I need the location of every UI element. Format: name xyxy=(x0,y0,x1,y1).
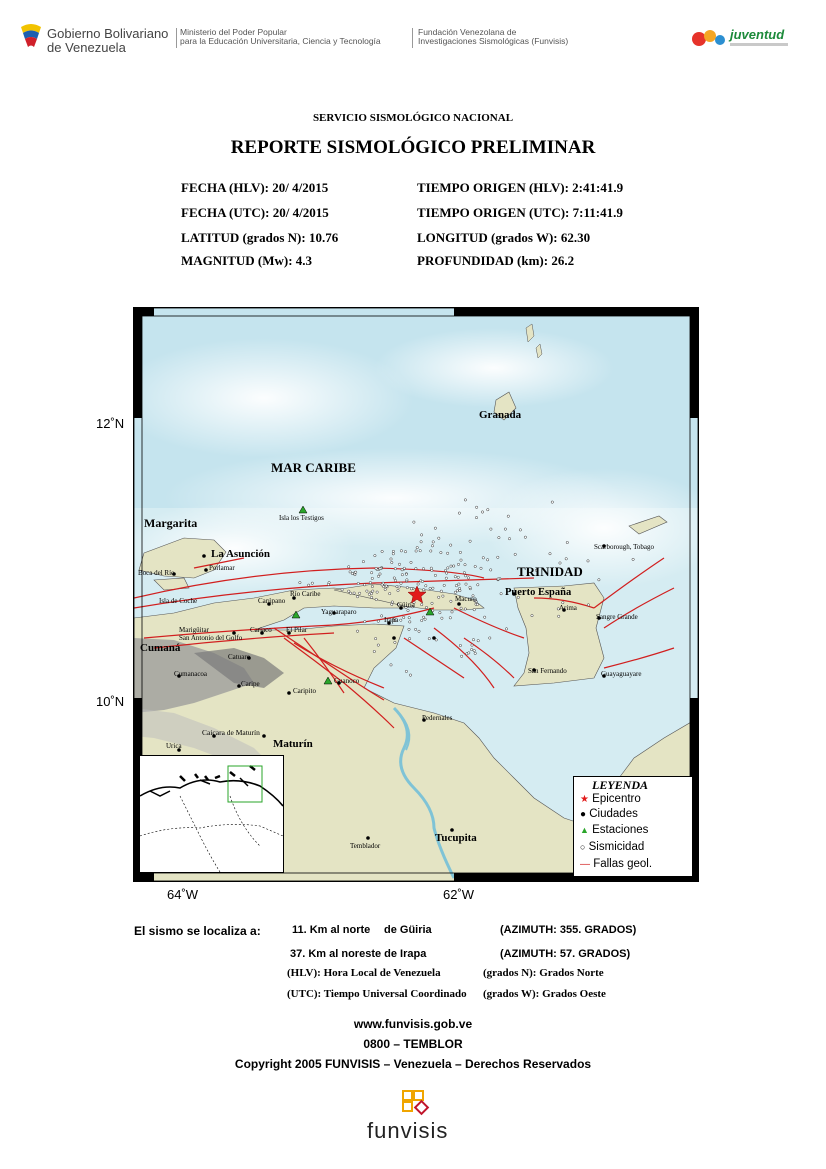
seismicity-point xyxy=(377,644,379,646)
seismicity-point xyxy=(440,590,442,592)
divider xyxy=(176,28,177,48)
service-name: SERVICIO SISMOLÓGICO NACIONAL xyxy=(312,112,514,124)
seismicity-point xyxy=(358,592,360,594)
seismicity-point xyxy=(410,561,412,563)
seismicity-point xyxy=(375,568,377,570)
label-macuro: Macuro xyxy=(455,595,477,603)
legend-ciudades-label: Ciudades xyxy=(589,808,638,820)
seismicity-point xyxy=(311,582,313,584)
seismicity-point xyxy=(409,674,411,676)
seismicity-point xyxy=(370,572,372,574)
seismicity-point xyxy=(464,608,466,610)
seismicity-point xyxy=(421,580,423,582)
legend-sismicidad-label: Sismicidad xyxy=(588,841,645,853)
label-catuaro: Catuaro xyxy=(228,653,251,661)
seismicity-point xyxy=(419,550,421,552)
label-san-antonio: San Antonio del Golfo xyxy=(179,634,243,642)
seismicity-point xyxy=(464,499,466,501)
label-tucupita: Tucupita xyxy=(435,832,477,844)
seismicity-point xyxy=(482,557,484,559)
label-guanoco: Guanoco xyxy=(334,677,360,685)
seismicity-point xyxy=(377,620,379,622)
seismicity-point xyxy=(505,628,507,630)
seismicity-point xyxy=(475,516,477,518)
juventud-logo-text: juventud xyxy=(730,27,785,42)
seismicity-point xyxy=(497,556,499,558)
label-carupano: Carúpano xyxy=(258,597,286,605)
gobierno-line2: de Venezuela xyxy=(47,39,126,55)
seismicity-point xyxy=(464,564,466,566)
ministerio-text xyxy=(180,28,381,46)
seismicity-point xyxy=(422,568,424,570)
def-hlv: (HLV): Hora Local de Venezuela xyxy=(287,967,441,979)
seismicity-point xyxy=(519,529,521,531)
city-dot xyxy=(392,636,396,640)
legend-epicentro xyxy=(580,793,641,805)
seismicity-point xyxy=(394,641,396,643)
seismicity-point xyxy=(420,541,422,543)
legend-title: LEYENDA xyxy=(592,778,649,792)
label-la-asuncion: La Asunción xyxy=(211,548,270,560)
seismicity-point xyxy=(551,501,553,503)
seismicity-point xyxy=(471,644,473,646)
seismicity-point xyxy=(356,630,358,632)
seismicity-point xyxy=(458,583,460,585)
seismicity-point xyxy=(389,592,391,594)
seismicity-point xyxy=(453,565,455,567)
seismicity-point xyxy=(349,571,351,573)
header xyxy=(0,0,826,60)
funvisis-logo-text: funvisis xyxy=(367,1118,449,1143)
seismicity-point xyxy=(390,664,392,666)
ministerio-line2: para la Educación Universitaria, Ciencia y Tecnología xyxy=(180,35,381,46)
seismic-map xyxy=(133,307,699,882)
city-dot-icon: ● xyxy=(580,809,587,820)
seismicity-point xyxy=(376,591,378,593)
label-puerto-espana: Puerto España xyxy=(505,587,572,598)
label-cumanacoa: Cumanacoa xyxy=(174,670,208,678)
seismicity-point xyxy=(420,534,422,536)
label-caripe: Caripe xyxy=(241,680,260,688)
seismicity-point xyxy=(356,596,358,598)
label-irapa: Irapa xyxy=(384,616,399,624)
map-legend xyxy=(573,776,693,877)
seismicity-point xyxy=(380,615,382,617)
seismicity-point xyxy=(403,567,405,569)
label-sangre-grande: Sangre Grande xyxy=(596,613,638,621)
location-line1-dist: 11. Km al norte xyxy=(292,924,371,936)
seismicity-point xyxy=(475,506,477,508)
seismicity-point xyxy=(458,512,460,514)
seismicity-point xyxy=(587,560,589,562)
city-dot xyxy=(202,554,206,558)
seismicity-point xyxy=(446,552,448,554)
seismicity-point xyxy=(371,585,373,587)
label-urica: Urica xyxy=(166,742,182,750)
seismicity-point xyxy=(405,573,407,575)
label-pedernales: Pedernales xyxy=(422,714,453,722)
seismicity-point xyxy=(467,577,469,579)
lat-10-label: 10˚N xyxy=(96,694,125,709)
seismicity-point xyxy=(486,559,488,561)
seismicity-point xyxy=(392,550,394,552)
seismicity-point xyxy=(366,590,368,592)
seismicity-point xyxy=(381,584,383,586)
seismicity-point xyxy=(497,578,499,580)
seismicity-point xyxy=(406,579,408,581)
seismicity-point xyxy=(308,584,310,586)
website-link[interactable]: www.funvisis.gob.ve xyxy=(353,1017,473,1031)
seismicity-point xyxy=(490,569,492,571)
label-maturin: Maturín xyxy=(273,738,313,750)
seismicity-point xyxy=(408,617,410,619)
label-guayaguayare: Guayaguayare xyxy=(601,670,642,678)
seismicity-point xyxy=(415,567,417,569)
legend-fallas-label: Fallas geol. xyxy=(593,858,653,870)
seismicity-point xyxy=(353,592,355,594)
fecha-utc: FECHA (UTC): 20/ 4/2015 xyxy=(181,205,329,220)
seismicity-point xyxy=(459,551,461,553)
longitud: LONGITUD (grados W): 62.30 xyxy=(417,230,591,245)
seismicity-point xyxy=(434,574,436,576)
seismicity-point xyxy=(445,572,447,574)
seismicity-point xyxy=(373,650,375,652)
seismicity-point xyxy=(428,637,430,639)
seismicity-point xyxy=(403,616,405,618)
seismicity-point xyxy=(632,558,634,560)
seismicity-point xyxy=(468,652,470,654)
seismicity-point xyxy=(401,574,403,576)
seismicity-point xyxy=(434,527,436,529)
lon-62-label: 62˚W xyxy=(443,887,475,902)
seismicity-point xyxy=(565,558,567,560)
seismicity-point xyxy=(416,546,418,548)
seismicity-point xyxy=(385,585,387,587)
seismicity-point xyxy=(566,541,568,543)
seismicity-point xyxy=(480,567,482,569)
label-caicara: Caicara de Maturín xyxy=(202,728,260,737)
seismicity-point xyxy=(472,639,474,641)
seismicity-point xyxy=(400,550,402,552)
location-line2: 37. Km al noreste de Irapa xyxy=(290,948,427,960)
seismicity-point xyxy=(415,550,417,552)
seismicity-point xyxy=(432,541,434,543)
seismicity-point xyxy=(587,604,589,606)
seismicity-point xyxy=(507,515,509,517)
seismicity-point xyxy=(477,640,479,642)
station-triangle-icon: ▲ xyxy=(580,825,589,835)
city-dot xyxy=(432,636,436,640)
seismicity-point xyxy=(445,577,447,579)
seismicity-point xyxy=(377,575,379,577)
seismicity-point xyxy=(369,581,371,583)
label-cumana: Cumaná xyxy=(140,642,181,654)
seismicity-point xyxy=(408,628,410,630)
seismicity-point xyxy=(459,644,461,646)
seismicity-point xyxy=(421,603,423,605)
fault-line-icon: — xyxy=(580,859,590,870)
seismicity-point xyxy=(418,630,420,632)
seismicity-point xyxy=(463,572,465,574)
divider xyxy=(412,28,413,48)
seismicity-point xyxy=(441,617,443,619)
legend-estaciones-label: Estaciones xyxy=(592,824,649,836)
ministerio-line1: Ministerio del Poder Popular xyxy=(180,27,287,37)
seismicity-point xyxy=(379,567,381,569)
seismicity-point xyxy=(374,637,376,639)
seismicity-point xyxy=(405,670,407,672)
epicenter-star-icon: ★ xyxy=(580,794,589,805)
seismicity-point xyxy=(524,536,526,538)
seismicity-point xyxy=(368,593,370,595)
label-isla-testigos: Isla los Testigos xyxy=(279,514,324,522)
seismicity-point xyxy=(440,551,442,553)
label-san-fernando: San Fernando xyxy=(528,667,567,675)
seismicity-point xyxy=(417,583,419,585)
seismicity-point xyxy=(375,598,377,600)
lon-64-label: 64˚W xyxy=(167,887,199,902)
label-granada: Granada xyxy=(479,409,522,421)
def-grados-n: (grados N): Grados Norte xyxy=(483,967,604,979)
venezuela-flag-icon xyxy=(17,19,45,51)
seismicity-point xyxy=(357,582,359,584)
seismicity-point xyxy=(413,521,415,523)
seismicity-point xyxy=(531,614,533,616)
seismicity-point xyxy=(370,596,372,598)
seismicity-point xyxy=(444,569,446,571)
tiempo-origen-hlv: TIEMPO ORIGEN (HLV): 2:41:41.9 xyxy=(417,180,624,195)
magnitud: MAGNITUD (Mw): 4.3 xyxy=(181,253,313,268)
label-arima: Arima xyxy=(559,604,577,612)
seismicity-point xyxy=(392,553,394,555)
label-scarborough: Scarborough, Tobago xyxy=(594,543,655,551)
seismicity-point xyxy=(449,617,451,619)
seismicity-point xyxy=(439,612,441,614)
legend-fallas xyxy=(580,858,652,870)
legend-ciudades xyxy=(580,808,638,820)
seismicity-point xyxy=(341,589,343,591)
seismicity-point xyxy=(438,596,440,598)
gobierno-line1: Gobierno Bolivariano xyxy=(47,26,169,41)
seismicity-point xyxy=(431,602,433,604)
label-el-pilar: El Pilar xyxy=(286,626,308,634)
seismicity-point xyxy=(425,585,427,587)
label-mariguitar: Marigüitar xyxy=(179,626,209,634)
seismicity-point xyxy=(484,616,486,618)
seismicity-point xyxy=(372,590,374,592)
seismicity-point xyxy=(414,628,416,630)
seismicity-point xyxy=(432,587,434,589)
seismicity-point xyxy=(362,560,364,562)
juventud-logo-icon xyxy=(690,24,792,52)
seismicity-point xyxy=(400,619,402,621)
seismicity-point xyxy=(406,586,408,588)
seismicity-point xyxy=(454,576,456,578)
label-boca-rio: Boca del Río xyxy=(138,569,175,577)
seismicity-point xyxy=(391,603,393,605)
label-trinidad: TRINIDAD xyxy=(517,564,583,579)
seismicity-point xyxy=(397,589,399,591)
label-yaguaraparo: Yaguaraparo xyxy=(321,608,357,616)
seismicity-point xyxy=(469,540,471,542)
location-lead: El sismo se localiza a: xyxy=(134,924,261,938)
seismicity-point xyxy=(391,601,393,603)
seismicity-point xyxy=(384,588,386,590)
legend-epicentro-label: Epicentro xyxy=(592,793,641,805)
seismicity-point xyxy=(390,558,392,560)
seismicity-point xyxy=(409,621,411,623)
seismicity-point xyxy=(355,571,357,573)
seismicity-point xyxy=(422,616,424,618)
seismicity-point xyxy=(391,561,393,563)
seismicity-point xyxy=(450,565,452,567)
report-title: REPORTE SISMOLÓGICO PRELIMINAR xyxy=(230,137,596,158)
def-grados-w: (grados W): Grados Oeste xyxy=(483,988,606,1000)
fundacion-line2: Investigaciones Sismológicas (Funvisis) xyxy=(418,35,569,46)
fundacion-line1: Fundación Venezolana de xyxy=(418,27,517,37)
seismicity-point xyxy=(348,590,350,592)
seismicity-point xyxy=(394,579,396,581)
seismicity-point xyxy=(549,553,551,555)
tiempo-origen-utc: TIEMPO ORIGEN (UTC): 7:11:41.9 xyxy=(417,205,623,220)
seismicity-point xyxy=(489,637,491,639)
city-dot xyxy=(287,691,291,695)
label-caripito: Caripito xyxy=(293,687,316,695)
lat-12-label: 12˚N xyxy=(96,416,125,431)
latitud: LATITUD (grados N): 10.76 xyxy=(181,230,339,245)
seismicity-point xyxy=(364,584,366,586)
city-dot xyxy=(366,836,370,840)
seismicity-point xyxy=(421,619,423,621)
seismicity-point xyxy=(473,649,475,651)
seismicity-point xyxy=(508,538,510,540)
seismicity-point xyxy=(460,607,462,609)
seismicity-point xyxy=(327,583,329,585)
seismicity-point xyxy=(438,537,440,539)
seismicity-point xyxy=(460,655,462,657)
seismicity-point xyxy=(504,528,506,530)
location-line1-place: de Güiria xyxy=(384,924,432,936)
seismicity-point xyxy=(469,586,471,588)
city-dot xyxy=(262,734,266,738)
seismicity-point xyxy=(371,577,373,579)
seismicity-point xyxy=(481,511,483,513)
inset-map xyxy=(139,755,284,873)
seismicity-point xyxy=(465,583,467,585)
seismicity-point xyxy=(450,600,452,602)
seismicity-point xyxy=(408,638,410,640)
label-cariaco: Cariaco xyxy=(250,626,272,634)
seismicity-point xyxy=(457,576,459,578)
seismicity-point xyxy=(558,615,560,617)
seismicity-point xyxy=(474,565,476,567)
seismicity-point xyxy=(451,611,453,613)
funvisis-logo-icon xyxy=(400,1090,434,1118)
seismicity-point xyxy=(598,579,600,581)
seismicity-point xyxy=(430,567,432,569)
seismicity-point xyxy=(431,545,433,547)
seismicity-point xyxy=(425,606,427,608)
copyright: Copyright 2005 FUNVISIS – Venezuela – Derechos Reservados xyxy=(234,1057,592,1071)
seismicity-point xyxy=(487,509,489,511)
seismicity-point xyxy=(394,568,396,570)
seismicity-point xyxy=(490,528,492,530)
label-mar-caribe: MAR CARIBE xyxy=(271,460,356,475)
phone-number: 0800 – TEMBLOR xyxy=(363,1037,463,1051)
label-margarita: Margarita xyxy=(144,516,198,530)
seismicity-point xyxy=(464,575,466,577)
fundacion-text xyxy=(418,28,568,46)
seismicity-point xyxy=(407,609,409,611)
seismicity-point xyxy=(455,585,457,587)
seismicity-point xyxy=(443,584,445,586)
label-porlamar: Porlamar xyxy=(209,564,235,572)
seismicity-point xyxy=(460,559,462,561)
seismicity-point xyxy=(456,590,458,592)
seismicity-point xyxy=(470,648,472,650)
seismicity-point xyxy=(430,550,432,552)
seismicity-point xyxy=(429,587,431,589)
seismicity-point xyxy=(400,582,402,584)
seismicity-point xyxy=(498,536,500,538)
seismicity-point xyxy=(477,584,479,586)
seismicity-point xyxy=(476,603,478,605)
seismicity-point xyxy=(473,609,475,611)
seismicity-point xyxy=(401,569,403,571)
seismicity-circle-icon: ○ xyxy=(580,842,586,852)
seismicity-point xyxy=(381,550,383,552)
seismicity-point xyxy=(410,588,412,590)
location-line2-azimuth: (AZIMUTH: 57. GRADOS) xyxy=(500,948,631,960)
seismicity-point xyxy=(447,567,449,569)
profundidad: PROFUNDIDAD (km): 26.2 xyxy=(417,253,575,268)
gobierno-logo-text xyxy=(47,27,168,54)
seismicity-point xyxy=(442,595,444,597)
label-rio-caribe: Río Caribe xyxy=(290,590,321,598)
seismicity-point xyxy=(404,551,406,553)
seismicity-point xyxy=(458,587,460,589)
seismicity-point xyxy=(393,577,395,579)
legend-estaciones xyxy=(580,824,648,836)
label-temblador: Temblador xyxy=(350,842,381,850)
seismicity-point xyxy=(374,554,376,556)
seismicity-point xyxy=(348,566,350,568)
seismicity-point xyxy=(457,563,459,565)
seismicity-point xyxy=(474,652,476,654)
seismicity-point xyxy=(398,586,400,588)
seismicity-point xyxy=(500,593,502,595)
fecha-hlv: FECHA (HLV): 20/ 4/2015 xyxy=(181,180,329,195)
label-guiria: Güiria xyxy=(397,601,415,609)
city-dot xyxy=(204,568,208,572)
seismicity-point xyxy=(379,573,381,575)
label-isla-coche: Isla de Coche xyxy=(159,597,198,605)
legend-sismicidad xyxy=(580,841,644,853)
seismicity-point xyxy=(422,589,424,591)
seismicity-point xyxy=(514,553,516,555)
seismicity-point xyxy=(364,621,366,623)
def-utc: (UTC): Tiempo Universal Coordinado xyxy=(287,988,467,1000)
location-line1-azimuth: (AZIMUTH: 355. GRADOS) xyxy=(500,924,637,936)
seismicity-point xyxy=(450,544,452,546)
seismicity-point xyxy=(398,563,400,565)
seismicity-point xyxy=(299,581,301,583)
